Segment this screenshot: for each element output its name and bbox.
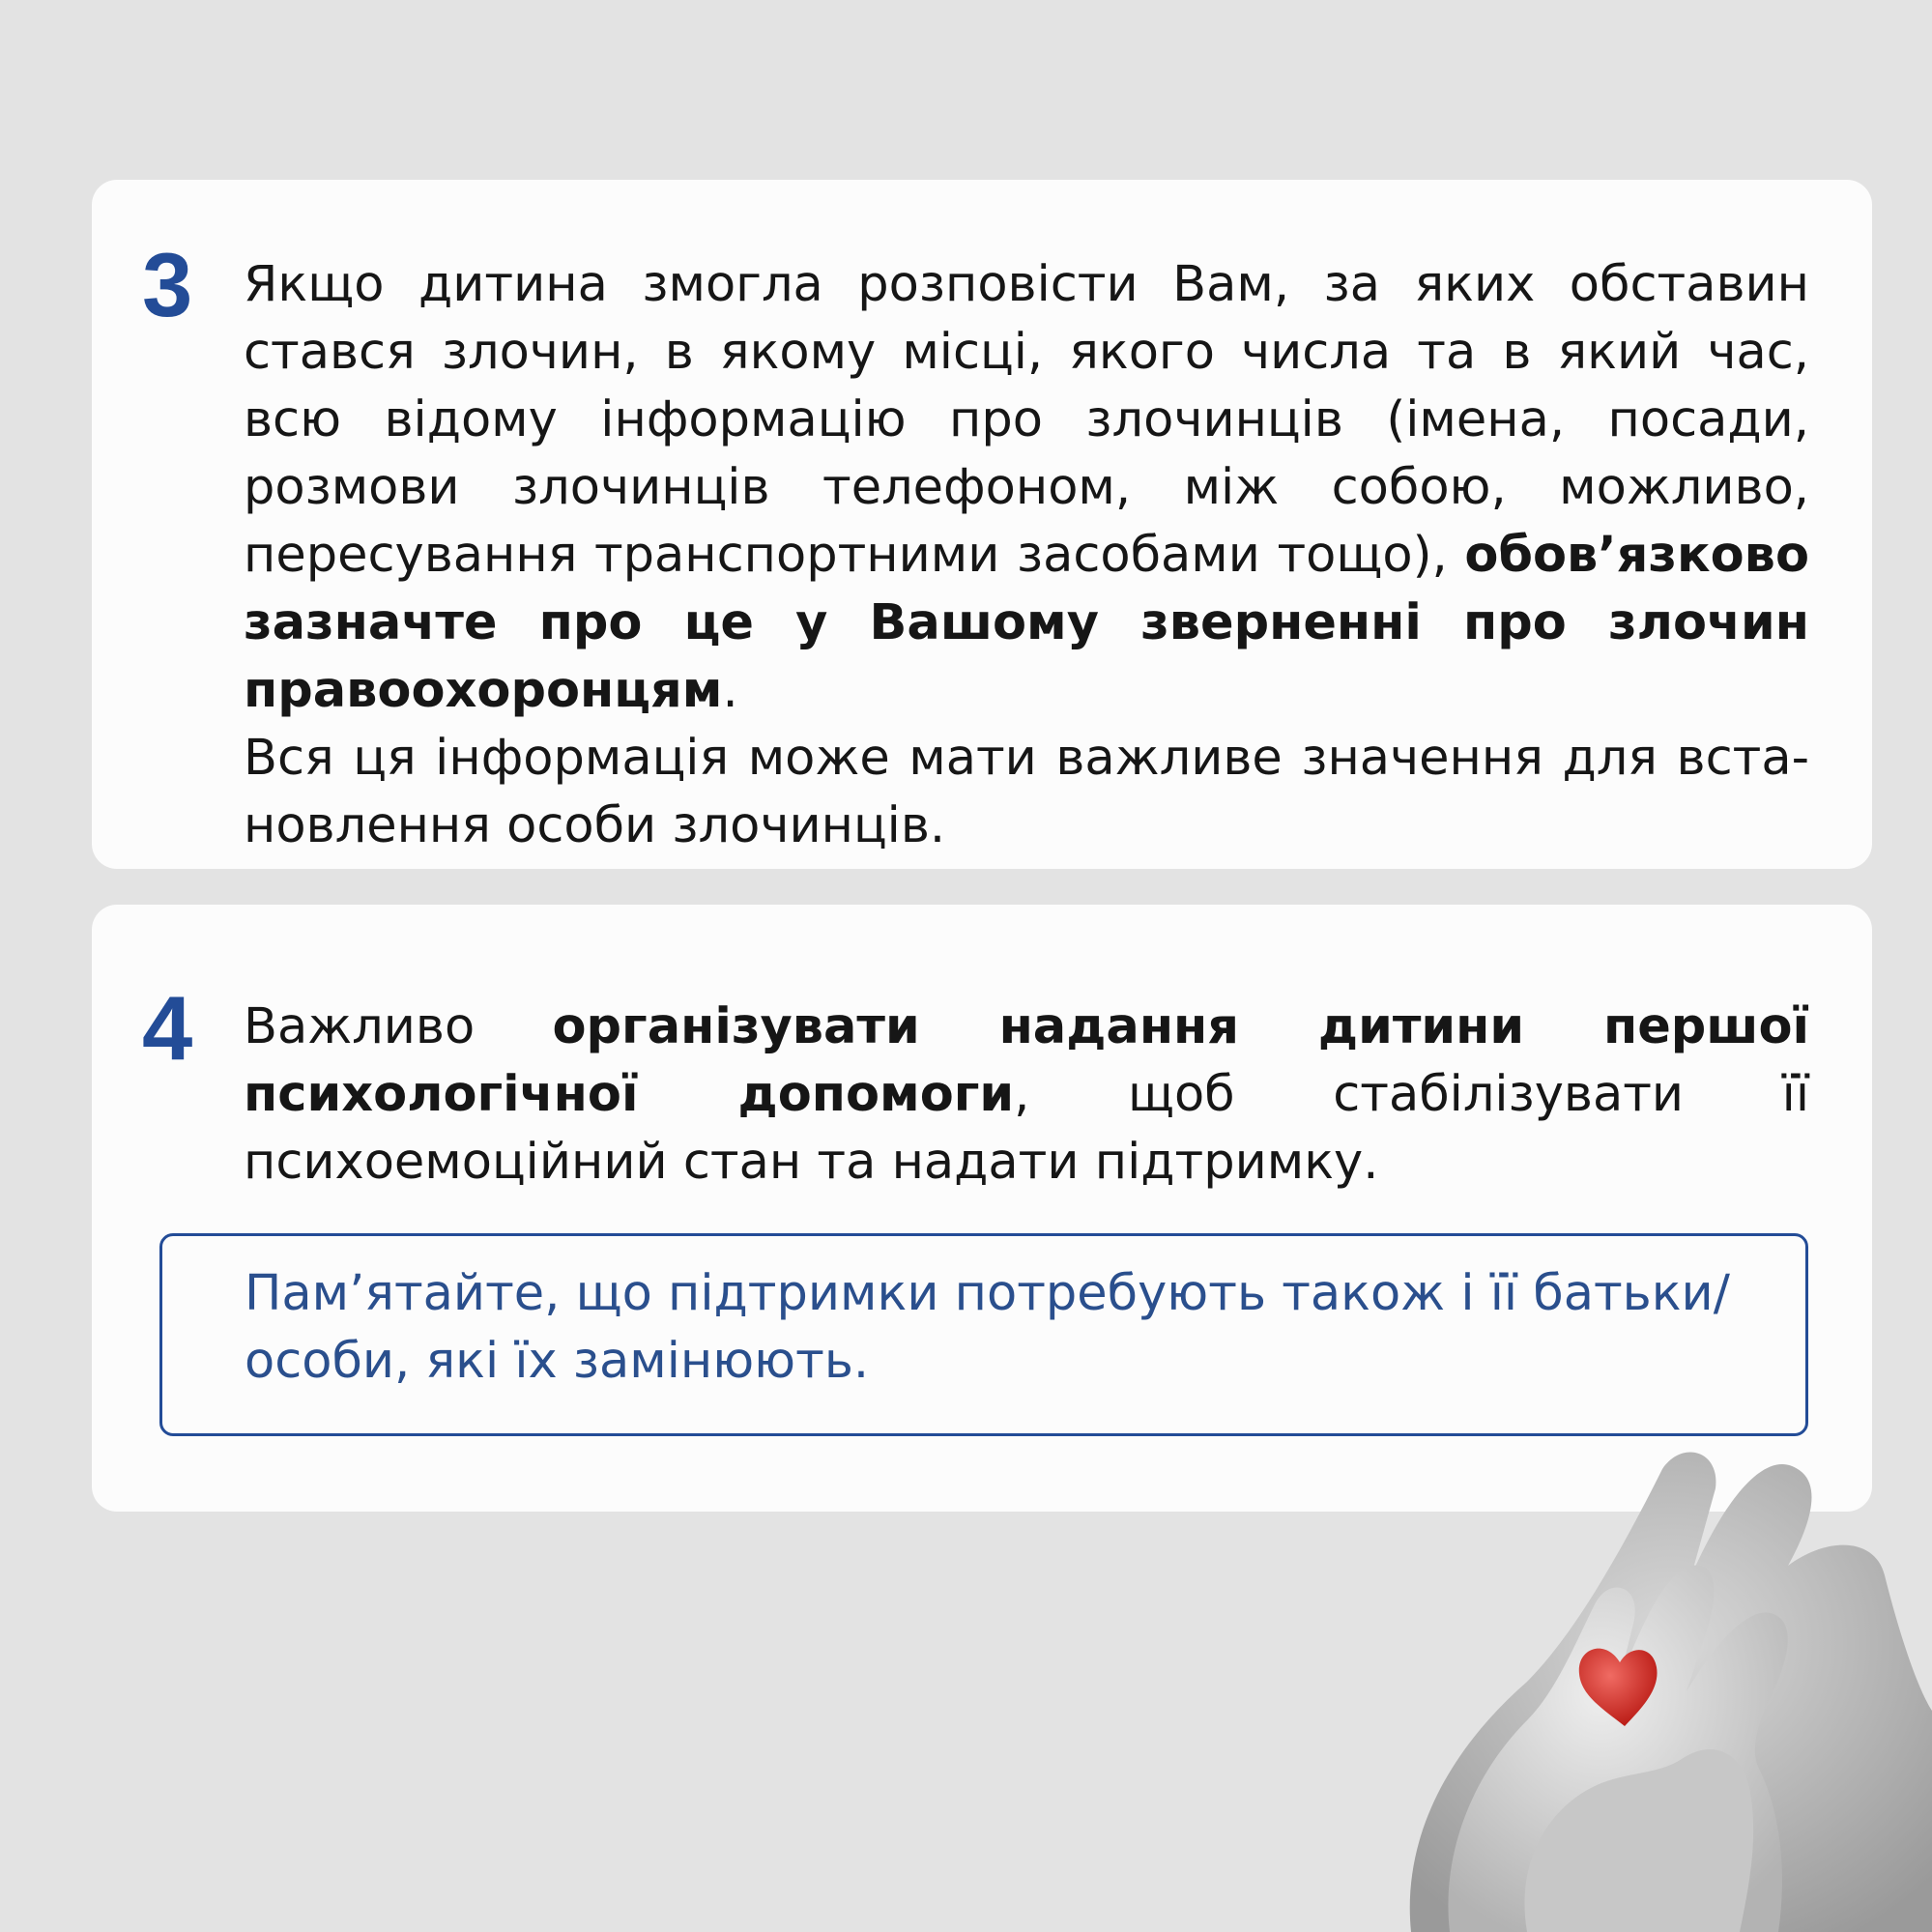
step-text-bold: обов’язково зазначте про це у Вашому зверненні про злочин правоохоронцям [244,527,1809,719]
step-text [244,251,1809,860]
step-text-tail: , щоб стабілізувати її психоемоційний стан та надати підтримку. [244,1066,1809,1191]
step-text-period: . [722,662,738,719]
step-text-regular: Якщо дитина змогла розповісти Вам, за яких обставин стався злочин, в якому місці, якого числа та в який час, всю відому інформацію про злочинців (імена, посади, розмови злочинців телефоном, між собою, можливо, пересування транспортними засобами тощо), [244,256,1809,584]
step-text-regular: Важливо [244,998,553,1055]
step-number: 3 [142,234,193,335]
step-card-4 [92,905,1872,1512]
hands-holding-heart-icon [1334,1430,1932,1932]
reminder-text: Пам’ятайте, що підтримки потребують також і її батьки/особи, які їх замінюють. [245,1265,1730,1390]
step-text-bold: організувати надання дитини першої психологічної допомоги [244,998,1809,1123]
step-text [244,994,1809,1197]
step-card-3 [92,180,1872,869]
step-text-extra: Вся ця інформація може мати важливе значення для встановлення особи злочинців. [244,730,1809,854]
step-number: 4 [142,977,193,1079]
reminder-box [159,1233,1808,1436]
